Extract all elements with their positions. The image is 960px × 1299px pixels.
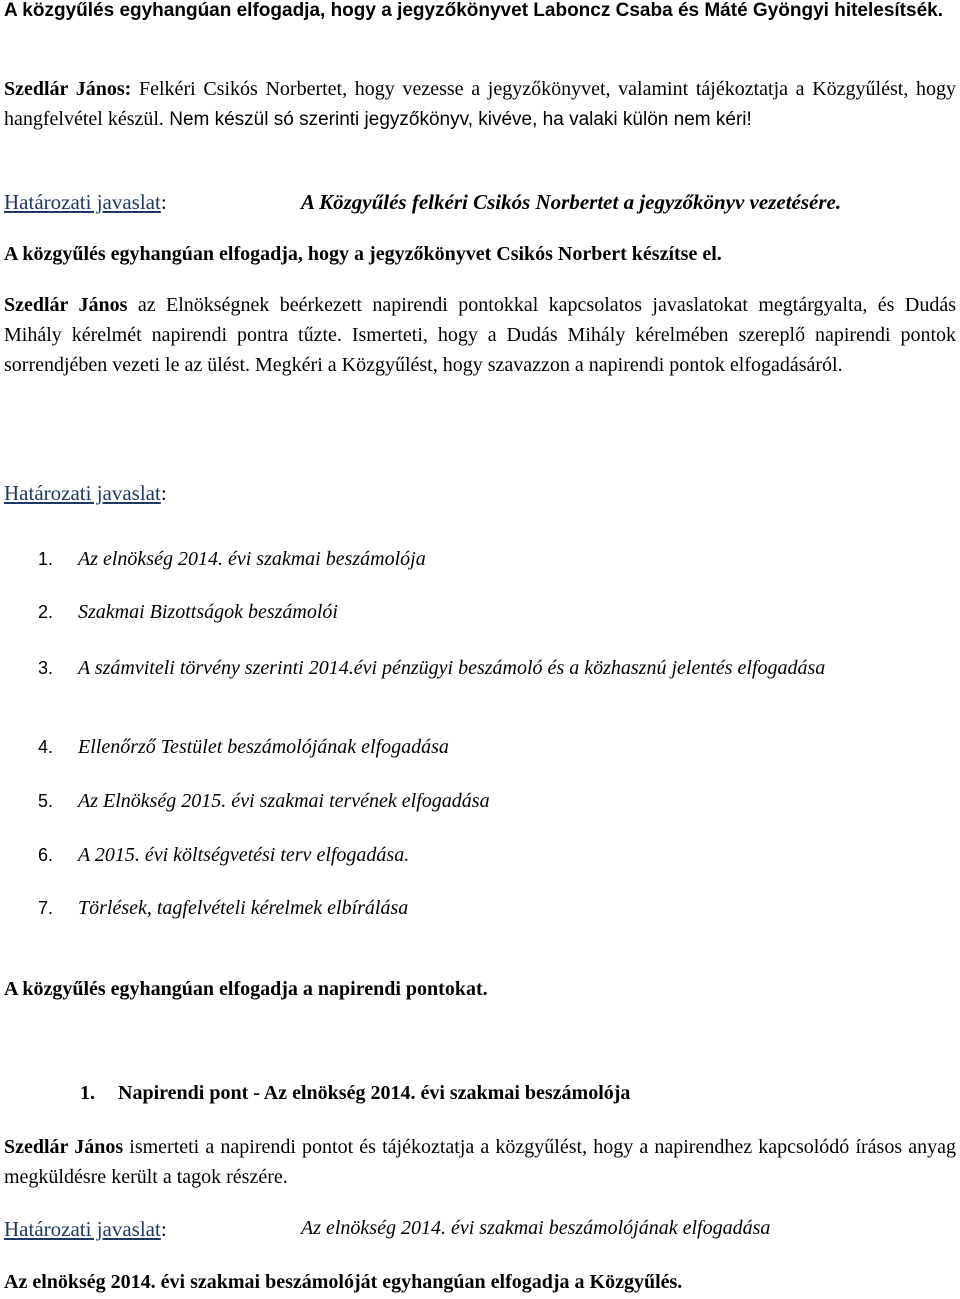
agenda-item-text: A számviteli törvény szerinti 2014.évi pénzügyi beszámoló és a közhasznú jelentés elfogadása [78,657,826,679]
paragraph-napirend-javaslat [4,290,956,380]
resolution-label: Határozati javaslat: [4,481,167,505]
section-heading-napirend-1 [80,1082,956,1110]
agenda-item-number: 3. [38,658,54,678]
paragraph-jegyzokonyv-vezeto [4,74,956,135]
resolution-label: Határozati javaslat: [4,190,167,214]
speaker-name: Szedlár János [4,1136,124,1158]
paragraph-napirend-elfogadas [4,978,956,1001]
agenda-item-text: A 2015. évi költségvetési terv elfogadása. [78,844,410,866]
resolution-proposal-3 [4,1217,956,1249]
agenda-item-text: Ellenőrző Testület beszámolójának elfogadása [78,736,449,758]
agenda-item-number: 2. [38,602,54,622]
paragraph-hitelesitok [4,0,956,26]
paragraph-text: A közgyűlés egyhangúan elfogadja, hogy a jegyzőkönyvet Csikós Norbert készítse el. [4,243,722,265]
speaker-name: Szedlár János: [4,78,132,100]
paragraph-napirend-ismertetes [4,1132,956,1192]
section-number: 1. [80,1082,95,1104]
agenda-item [38,734,956,760]
resolution-text: A Közgyűlés felkéri Csikós Norbertet a jegyzőkönyv vezetésére. [301,190,842,214]
agenda-item [38,895,956,921]
paragraph-text: az Elnökségnek beérkezett napirendi pontokkal kapcsolatos javaslatokat megtárgyalta, és Dudás Mihály kérelmét napirendi pontra tűzte. Ismerteti, hogy a Dudás Mihály kérelmében szereplő napirendi pontok sorrendjében vezeti le az ülést. Megkéri a Közgyűlést, hogy szavazzon a napirendi pontok elfogadásáról. [4,294,956,376]
resolution-proposal-1 [4,190,956,222]
paragraph-text-sans: Nem készül só szerinti jegyzőkönyv, kivéve, ha valaki külön nem kéri! [163,109,752,130]
agenda-item [38,655,956,681]
agenda-item-number: 1. [38,549,54,569]
agenda-item-text: Szakmai Bizottságok beszámolói [78,601,338,623]
paragraph-text: Az elnökség 2014. évi szakmai beszámolóját egyhangúan elfogadja a Közgyűlés. [4,1271,683,1293]
paragraph-text: A közgyűlés egyhangúan elfogadja a napirendi pontokat. [4,978,488,1000]
agenda-item [38,842,956,868]
agenda-item [38,546,956,572]
agenda-item-number: 6. [38,845,54,865]
agenda-item-number: 7. [38,898,54,918]
agenda-item [38,788,956,814]
paragraph-text: ismerteti a napirendi pontot és tájékoztatja a közgyűlést, hogy a napirendhez kapcsolódó írásos anyag megküldésre került a tagok részére. [4,1136,956,1188]
agenda-item-text: Az Elnökség 2015. évi szakmai tervének elfogadása [78,790,490,812]
paragraph-beszamolo-elfogadas [4,1271,956,1294]
speaker-name: Szedlár János [4,294,128,316]
agenda-item [38,599,956,625]
paragraph-hitelesitok-text: A közgyűlés egyhangúan elfogadja, hogy a jegyzőkönyvet Laboncz Csaba és Máté Gyöngyi hitelesítsék. [4,0,943,21]
agenda-item-number: 5. [38,791,54,811]
resolution-label: Határozati javaslat: [4,1217,167,1241]
agenda-item-number: 4. [38,737,54,757]
agenda-item-text: Törlések, tagfelvételi kérelmek elbírálása [78,897,409,919]
section-title: Napirendi pont - Az elnökség 2014. évi szakmai beszámolója [118,1082,631,1104]
resolution-proposal-2 [4,481,956,513]
resolution-text: Az elnökség 2014. évi szakmai beszámolójának elfogadása [301,1217,771,1239]
paragraph-jegyzokonyv-elfogadas [4,243,956,266]
agenda-item-text: Az elnökség 2014. évi szakmai beszámolója [78,548,426,570]
paragraph-text: Felkéri Csikós Norbertet, hogy vezesse a jegyzőkönyvet, valamint tájékoztatja a Közgyűlést, hogy hangfelvétel készül. [4,78,957,130]
